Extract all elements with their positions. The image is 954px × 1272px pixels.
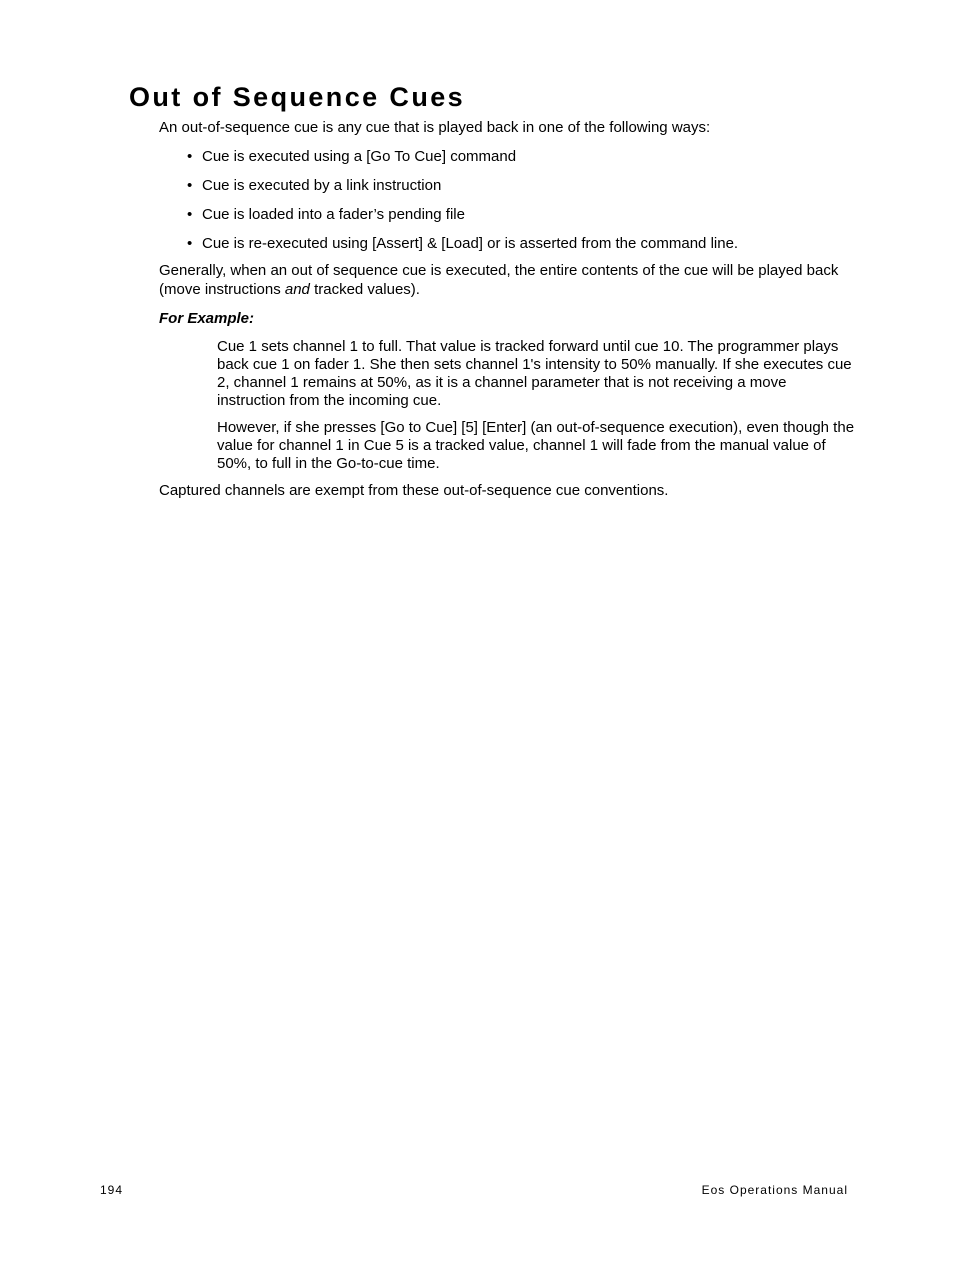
generally-paragraph bbox=[159, 261, 854, 299]
intro-paragraph: An out-of-sequence cue is any cue that is played back in one of the following ways: bbox=[159, 119, 711, 136]
bullet-icon: • bbox=[187, 206, 193, 223]
footer-manual-title: Eos Operations Manual bbox=[701, 1183, 848, 1197]
page-number: 194 bbox=[100, 1183, 124, 1197]
list-item-text: Cue is executed by a link instruction bbox=[202, 177, 442, 194]
list-item bbox=[187, 205, 738, 234]
list-item-text: Cue is executed using a [Go To Cue] command bbox=[202, 148, 517, 165]
example-paragraph: Cue 1 sets channel 1 to full. That value is tracked forward until cue 10. The programmer plays back cue 1 on fader 1. She then sets channel 1's intensity to 50% manually. If she executes cue 2, channel 1 remains at 50%, as it is a channel parameter that is not receiving a move instruction from the incoming cue. bbox=[217, 338, 852, 409]
list-item bbox=[187, 176, 738, 205]
generally-text-end: tracked values). bbox=[309, 281, 420, 298]
list-item bbox=[187, 234, 738, 263]
bullet-icon: • bbox=[187, 177, 193, 194]
bullet-icon: • bbox=[187, 235, 193, 252]
execution-methods-list bbox=[187, 147, 738, 263]
closing-paragraph: Captured channels are exempt from these out-of-sequence cue conventions. bbox=[159, 482, 669, 499]
generally-emphasis: and bbox=[284, 281, 310, 298]
list-item-text: Cue is re-executed using [Assert] & [Load] or is asserted from the command line. bbox=[202, 235, 739, 252]
list-item-text: Cue is loaded into a fader’s pending file bbox=[202, 206, 465, 223]
bullet-icon: • bbox=[187, 148, 193, 165]
generally-text-start: Generally, when an out of sequence cue is executed, the entire contents of the cue will be played back (move instructions bbox=[159, 262, 839, 298]
example-heading: For Example: bbox=[159, 310, 255, 327]
page-title: Out of Sequence Cues bbox=[129, 82, 466, 112]
example-paragraph: However, if she presses [Go to Cue] [5] [Enter] (an out-of-sequence execution), even though the value for channel 1 in Cue 5 is a tracked value, channel 1 will fade from the manual value of 50%, to full in the Go-to-cue time. bbox=[217, 419, 855, 472]
list-item bbox=[187, 147, 738, 176]
